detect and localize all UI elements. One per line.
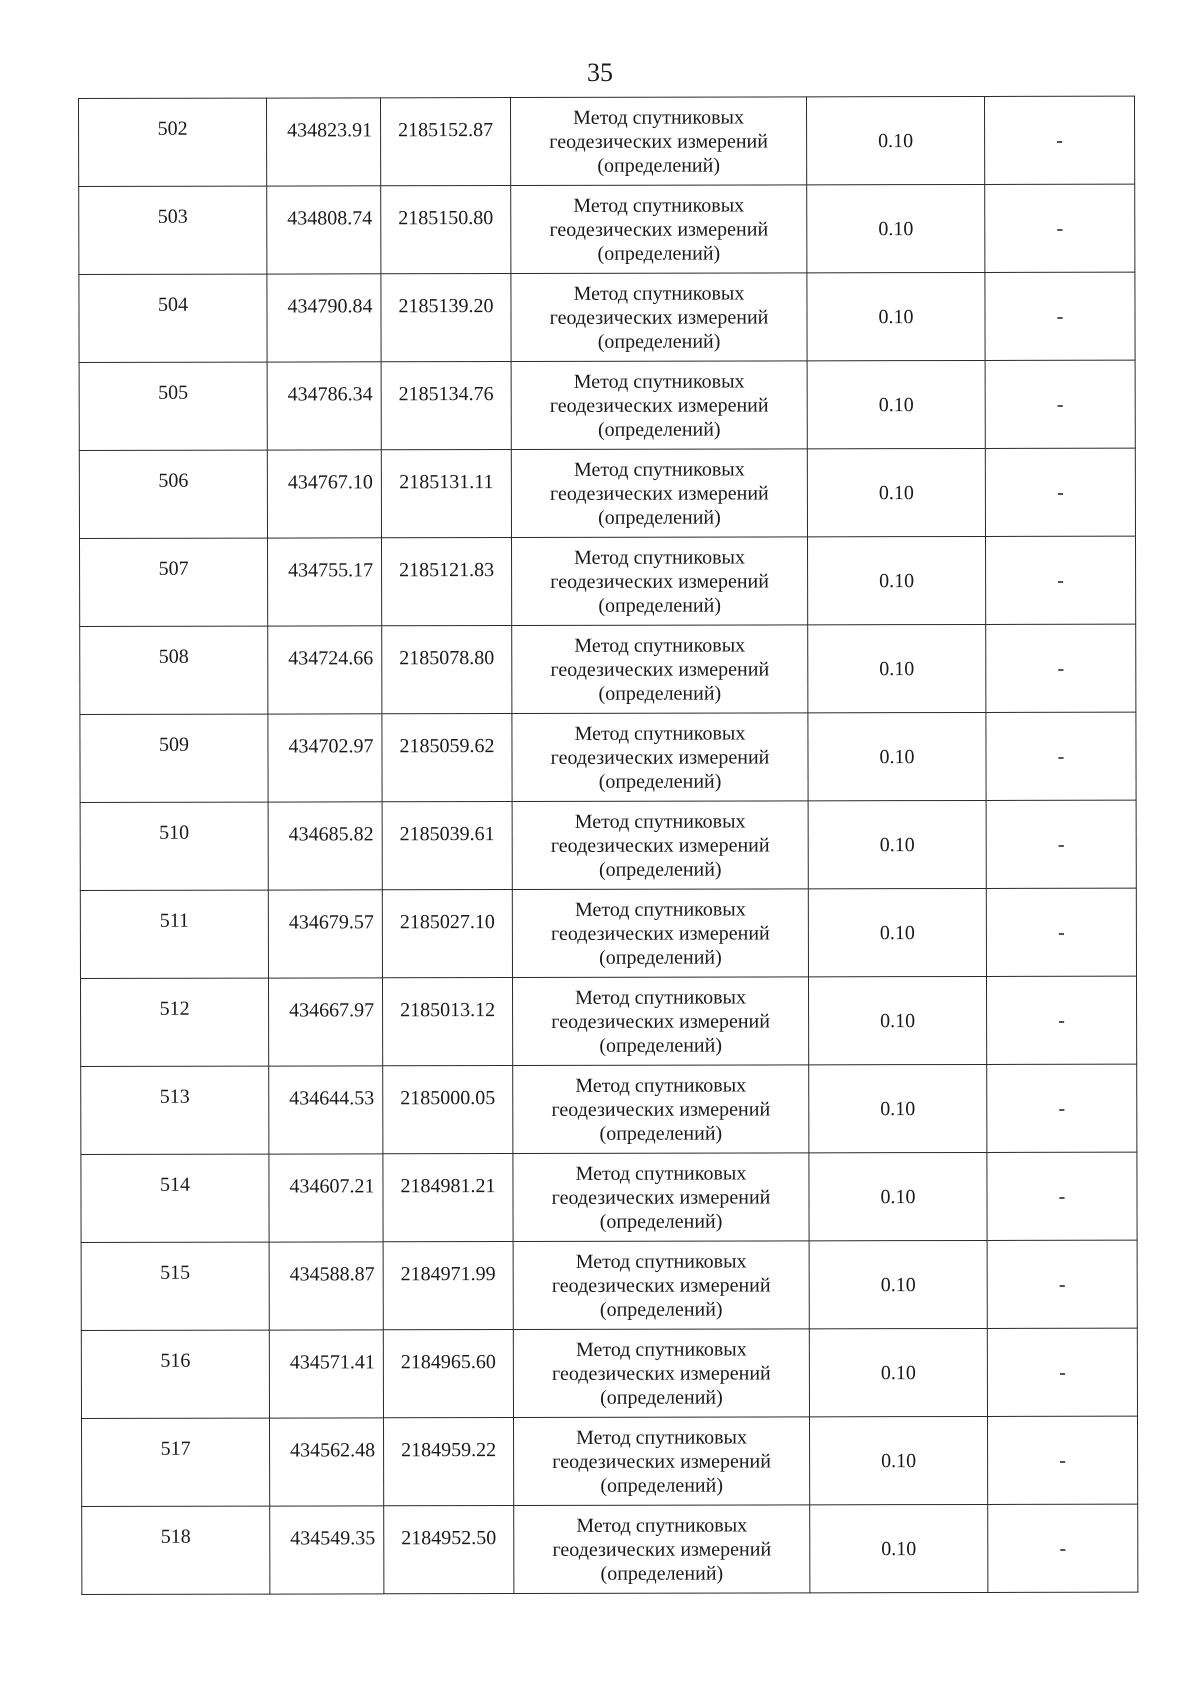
point-number-cell: 504: [79, 274, 267, 362]
method-cell: [513, 1153, 809, 1242]
description-cell: -: [986, 976, 1136, 1064]
table-row: [80, 712, 1136, 802]
description-cell: -: [986, 712, 1136, 800]
method-line-1: Метод спутниковых: [574, 809, 746, 833]
method-line-3: (определений): [598, 858, 722, 881]
method-line-1: Метод спутниковых: [573, 281, 745, 305]
description-cell: -: [988, 1504, 1138, 1592]
method-cell: [511, 537, 807, 626]
x-coordinate-cell: 434808.74: [267, 186, 381, 274]
method-cell: [512, 713, 808, 802]
method-line-1: Метод спутниковых: [575, 1161, 747, 1185]
method-line-1: Метод спутниковых: [575, 985, 746, 1009]
x-coordinate-cell: 434755.17: [267, 538, 381, 626]
x-coordinate-cell: 434767.10: [267, 450, 381, 538]
table-row: [80, 800, 1136, 890]
method-cell: [513, 1329, 809, 1418]
table-row: [81, 1240, 1137, 1330]
table-row: [79, 96, 1135, 186]
accuracy-cell: 0.10: [807, 360, 985, 448]
method-line-2: геодезических измерений: [549, 393, 769, 417]
x-coordinate-cell: 434644.53: [269, 1066, 383, 1154]
description-cell: -: [985, 184, 1135, 272]
method-line-1: Метод спутниковых: [573, 369, 745, 393]
method-cell: [513, 1065, 809, 1154]
y-coordinate-cell: 2184959.22: [383, 1418, 513, 1506]
y-coordinate-cell: 2185078.80: [382, 626, 512, 714]
point-number-cell: 517: [81, 1418, 269, 1506]
description-cell: -: [987, 1328, 1137, 1416]
method-line-2: геодезических измерений: [552, 1361, 771, 1385]
method-cell: [512, 977, 808, 1066]
accuracy-cell: 0.10: [808, 712, 986, 800]
accuracy-cell: 0.10: [808, 976, 986, 1064]
point-number-cell: 508: [80, 626, 268, 714]
method-line-1: Метод спутниковых: [573, 457, 745, 481]
point-number-cell: 510: [80, 802, 268, 890]
table-row: [79, 360, 1135, 450]
method-cell: [511, 97, 807, 186]
y-coordinate-cell: 2184971.99: [383, 1242, 513, 1330]
accuracy-cell: 0.10: [809, 1240, 987, 1328]
method-line-2: геодезических измерений: [549, 129, 768, 153]
accuracy-cell: 0.10: [810, 1504, 988, 1592]
method-line-1: Метод спутниковых: [573, 105, 744, 129]
y-coordinate-cell: 2185134.76: [381, 362, 511, 450]
y-coordinate-cell: 2185139.20: [381, 274, 511, 362]
accuracy-cell: 0.10: [809, 1416, 987, 1504]
table-row: [81, 1328, 1137, 1418]
method-line-1: Метод спутниковых: [576, 1425, 747, 1449]
x-coordinate-cell: 434607.21: [269, 1154, 383, 1242]
description-cell: -: [985, 536, 1135, 624]
table-row: [79, 272, 1135, 362]
accuracy-cell: 0.10: [808, 624, 986, 712]
x-coordinate-cell: 434549.35: [270, 1506, 384, 1594]
method-line-1: Метод спутниковых: [575, 1337, 747, 1361]
table-row: [79, 536, 1135, 626]
method-line-3: (определений): [597, 418, 721, 441]
method-line-1: Метод спутниковых: [575, 1249, 747, 1273]
x-coordinate-cell: 434679.57: [268, 890, 382, 978]
description-cell: -: [984, 96, 1134, 184]
description-cell: -: [987, 1240, 1137, 1328]
x-coordinate-cell: 434702.97: [268, 714, 382, 802]
table-row: [81, 1064, 1137, 1154]
accuracy-cell: 0.10: [809, 1152, 987, 1240]
x-coordinate-cell: 434667.97: [268, 978, 382, 1066]
method-line-2: геодезических измерений: [551, 1273, 771, 1297]
method-line-1: Метод спутниковых: [573, 193, 745, 217]
method-line-3: (определений): [600, 1386, 723, 1409]
y-coordinate-cell: 2185039.61: [382, 802, 512, 890]
table-row: [80, 976, 1136, 1066]
description-cell: -: [987, 1416, 1137, 1504]
method-line-3: (определений): [600, 1474, 724, 1497]
accuracy-cell: 0.10: [807, 184, 985, 272]
method-line-2: геодезических измерений: [549, 305, 769, 329]
method-line-2: геодезических измерений: [549, 217, 769, 241]
description-cell: -: [987, 1152, 1137, 1240]
method-line-2: геодезических измерений: [550, 833, 770, 857]
method-cell: [511, 273, 807, 362]
description-cell: -: [986, 800, 1136, 888]
x-coordinate-cell: 434823.91: [267, 98, 381, 186]
method-cell: [513, 1241, 809, 1330]
table-row: [81, 1152, 1137, 1242]
x-coordinate-cell: 434571.41: [269, 1330, 383, 1418]
method-line-2: геодезических измерений: [550, 745, 770, 769]
description-cell: -: [985, 272, 1135, 360]
method-line-2: геодезических измерений: [550, 569, 769, 593]
point-number-cell: 503: [79, 186, 267, 274]
description-cell: -: [985, 448, 1135, 536]
point-number-cell: 506: [79, 450, 267, 538]
method-line-3: (определений): [597, 154, 721, 177]
method-line-3: (определений): [597, 330, 721, 353]
table-row: [80, 888, 1136, 978]
table-row: [80, 624, 1136, 714]
accuracy-cell: 0.10: [808, 888, 986, 976]
x-coordinate-cell: 434588.87: [269, 1242, 383, 1330]
x-coordinate-cell: 434786.34: [267, 362, 381, 450]
method-line-2: геодезических измерений: [550, 657, 770, 681]
method-line-1: Метод спутниковых: [574, 545, 745, 569]
point-number-cell: 511: [80, 890, 268, 978]
method-cell: [512, 625, 808, 714]
accuracy-cell: 0.10: [807, 448, 985, 536]
method-line-2: геодезических измерений: [551, 1097, 771, 1121]
point-number-cell: 514: [81, 1154, 269, 1242]
point-number-cell: 513: [81, 1066, 269, 1154]
y-coordinate-cell: 2185000.05: [383, 1066, 513, 1154]
y-coordinate-cell: 2184952.50: [384, 1506, 514, 1594]
method-line-3: (определений): [599, 1298, 723, 1321]
accuracy-cell: 0.10: [809, 1328, 987, 1416]
y-coordinate-cell: 2185152.87: [381, 98, 511, 186]
method-line-2: геодезических измерений: [551, 1185, 771, 1209]
method-cell: [513, 1417, 809, 1506]
y-coordinate-cell: 2184981.21: [383, 1154, 513, 1242]
point-number-cell: 502: [79, 98, 267, 186]
method-line-3: (определений): [600, 1562, 724, 1585]
page-number: 35: [587, 58, 613, 87]
description-cell: -: [985, 360, 1135, 448]
y-coordinate-cell: 2185150.80: [381, 186, 511, 274]
method-cell: [511, 449, 807, 538]
point-number-cell: 516: [81, 1330, 269, 1418]
x-coordinate-cell: 434685.82: [268, 802, 382, 890]
table-row: [79, 184, 1135, 274]
method-line-3: (определений): [597, 242, 721, 265]
method-line-2: геодезических измерений: [551, 1009, 770, 1033]
table-row: [82, 1504, 1138, 1594]
method-cell: [511, 185, 807, 274]
point-number-cell: 512: [80, 978, 268, 1066]
method-line-3: (определений): [598, 682, 722, 705]
method-line-2: геодезических измерений: [551, 921, 770, 945]
y-coordinate-cell: 2185059.62: [382, 714, 512, 802]
method-line-1: Метод спутниковых: [575, 1073, 747, 1097]
method-line-2: геодезических измерений: [552, 1537, 772, 1561]
x-coordinate-cell: 434562.48: [269, 1418, 383, 1506]
y-coordinate-cell: 2185121.83: [381, 538, 511, 626]
method-cell: [511, 361, 807, 450]
accuracy-cell: 0.10: [809, 1064, 987, 1152]
description-cell: -: [987, 1064, 1137, 1152]
method-cell: [514, 1505, 810, 1594]
point-number-cell: 515: [81, 1242, 269, 1330]
method-line-3: (определений): [599, 1210, 723, 1233]
x-coordinate-cell: 434724.66: [268, 626, 382, 714]
coordinates-table-body: [79, 96, 1138, 1594]
accuracy-cell: 0.10: [807, 536, 985, 624]
description-cell: -: [986, 888, 1136, 976]
method-line-2: геодезических измерений: [552, 1449, 771, 1473]
table-row: [79, 448, 1135, 538]
method-line-2: геодезических измерений: [550, 481, 769, 505]
method-line-1: Метод спутниковых: [574, 721, 746, 745]
method-line-3: (определений): [598, 594, 722, 617]
y-coordinate-cell: 2185131.11: [381, 450, 511, 538]
method-line-1: Метод спутниковых: [574, 633, 746, 657]
method-line-3: (определений): [599, 1034, 723, 1057]
method-line-3: (определений): [599, 946, 722, 969]
method-line-3: (определений): [598, 506, 721, 529]
method-cell: [512, 889, 808, 978]
method-line-3: (определений): [599, 1122, 723, 1145]
y-coordinate-cell: 2185013.12: [382, 978, 512, 1066]
method-line-1: Метод спутниковых: [574, 897, 746, 921]
coordinates-table: [78, 96, 1138, 1595]
method-line-1: Метод спутниковых: [576, 1513, 748, 1537]
point-number-cell: 507: [79, 538, 267, 626]
table-row: [81, 1416, 1137, 1506]
description-cell: -: [986, 624, 1136, 712]
y-coordinate-cell: 2185027.10: [382, 890, 512, 978]
accuracy-cell: 0.10: [808, 800, 986, 888]
point-number-cell: 505: [79, 362, 267, 450]
accuracy-cell: 0.10: [807, 272, 985, 360]
y-coordinate-cell: 2184965.60: [383, 1330, 513, 1418]
point-number-cell: 518: [82, 1506, 270, 1594]
method-cell: [512, 801, 808, 890]
point-number-cell: 509: [80, 714, 268, 802]
x-coordinate-cell: 434790.84: [267, 274, 381, 362]
method-line-3: (определений): [598, 770, 722, 793]
accuracy-cell: 0.10: [806, 96, 984, 184]
